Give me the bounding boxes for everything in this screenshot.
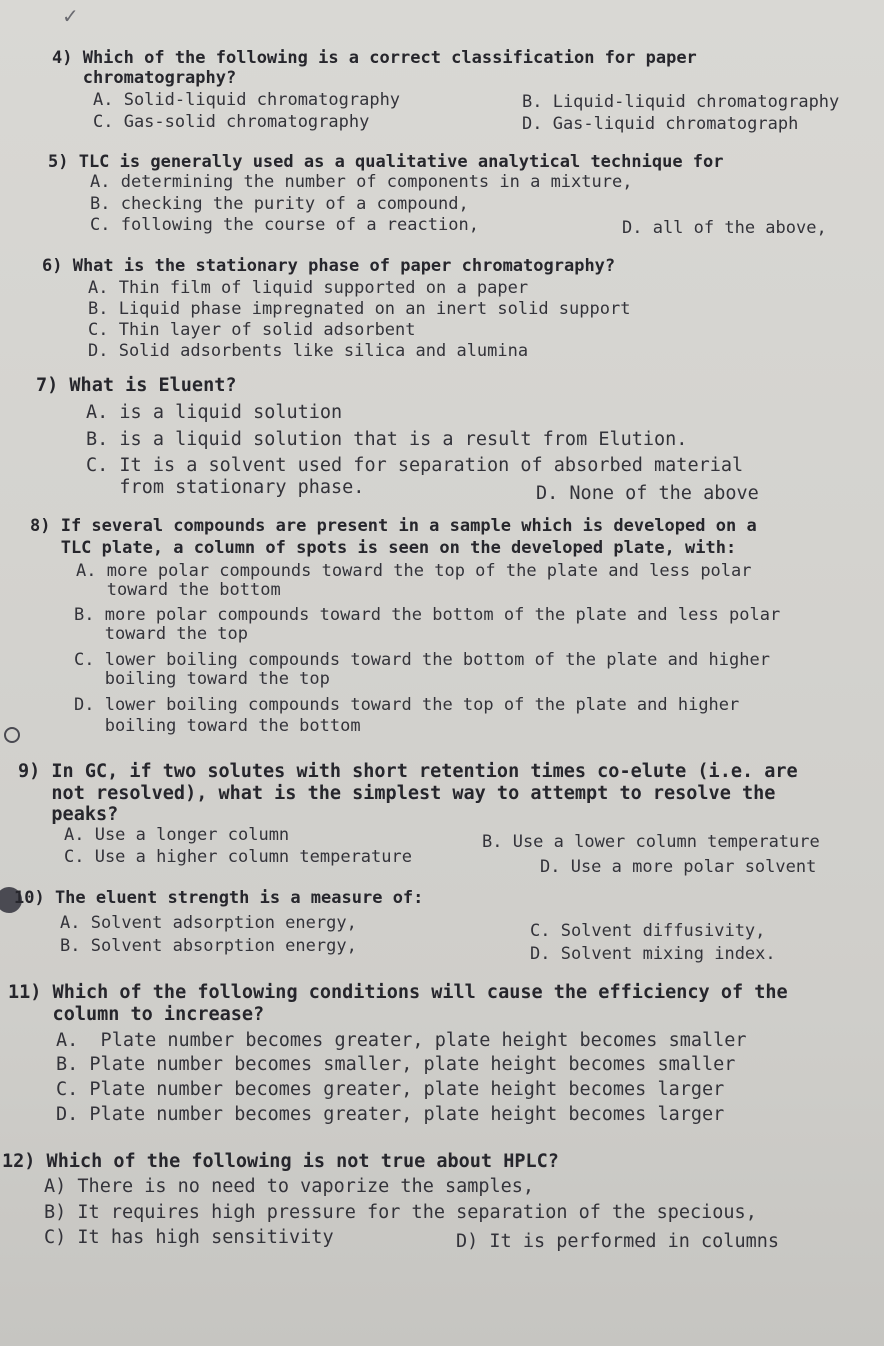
question-12-stem: 12) Which of the following is not true about HPLC? [2, 1151, 559, 1172]
question-10-stem: 10) The eluent strength is a measure of: [14, 888, 424, 908]
question-8-option-c-cont: boiling toward the top [74, 669, 330, 689]
question-7-option-b: B. is a liquid solution that is a result from Elution. [86, 429, 688, 450]
question-8-stem-line-2: TLC plate, a column of spots is seen on the developed plate, with: [30, 538, 737, 558]
question-4-option-d: D. Gas-liquid chromatograph [522, 114, 799, 134]
question-9-stem-line-1: 9) In GC, if two solutes with short retention times co-elute (i.e. are [18, 761, 798, 782]
question-11-option-b: B. Plate number becomes smaller, plate height becomes smaller [56, 1054, 736, 1075]
question-8-stem-line-1: 8) If several compounds are present in a sample which is developed on a [30, 516, 757, 536]
question-10-option-a: A. Solvent adsorption energy, [60, 913, 357, 933]
question-8-option-d-cont: boiling toward the bottom [74, 716, 361, 736]
question-11-option-c: C. Plate number becomes greater, plate height becomes larger [56, 1079, 725, 1100]
question-8-option-a: A. more polar compounds toward the top of the plate and less polar [76, 561, 752, 581]
pencil-check-mark: ✓ [62, 4, 79, 28]
question-4-option-a: A. Solid-liquid chromatography [93, 90, 401, 110]
question-8-option-b: B. more polar compounds toward the bottom of the plate and less polar [74, 605, 781, 625]
question-6-option-a: A. Thin film of liquid supported on a paper [88, 278, 529, 298]
pencil-circle-mark [4, 727, 20, 743]
question-4-stem-line-1: 4) Which of the following is a correct classification for paper [52, 48, 697, 68]
question-9-option-b: B. Use a lower column temperature [482, 832, 820, 852]
question-6-option-d: D. Solid adsorbents like silica and alumina [88, 341, 529, 361]
question-9-option-d: D. Use a more polar solvent [540, 857, 817, 877]
question-5-option-b: B. checking the purity of a compound, [90, 194, 469, 214]
question-9-stem-line-3: peaks? [18, 804, 119, 825]
question-6-option-b: B. Liquid phase impregnated on an inert solid support [88, 299, 631, 319]
question-12-option-c: C) It has high sensitivity [44, 1227, 334, 1248]
question-12-option-d: D) It is performed in columns [456, 1231, 780, 1252]
question-7-stem: 7) What is Eluent? [36, 375, 237, 396]
question-5-stem: 5) TLC is generally used as a qualitative analytical technique for [48, 152, 724, 172]
question-7-option-a: A. is a liquid solution [86, 402, 343, 423]
question-12-option-b: B) It requires high pressure for the separation of the specious, [44, 1202, 757, 1223]
question-4-option-c: C. Gas-solid chromatography [93, 112, 370, 132]
question-10-option-b: B. Solvent absorption energy, [60, 936, 357, 956]
question-5-option-c: C. following the course of a reaction, [90, 215, 479, 235]
question-6-stem: 6) What is the stationary phase of paper chromatography? [42, 256, 616, 276]
question-5-option-a: A. determining the number of components in a mixture, [90, 172, 633, 192]
question-11-stem-line-2: column to increase? [8, 1004, 265, 1025]
question-8-option-c: C. lower boiling compounds toward the bottom of the plate and higher [74, 650, 770, 670]
question-12-option-a: A) There is no need to vaporize the samples, [44, 1176, 535, 1197]
question-10-option-c: C. Solvent diffusivity, [530, 921, 766, 941]
question-4-option-b: B. Liquid-liquid chromatography [522, 92, 840, 112]
question-10-option-d: D. Solvent mixing index. [530, 944, 776, 964]
question-9-option-c: C. Use a higher column temperature [64, 847, 412, 867]
question-7-option-d: D. None of the above [536, 483, 759, 504]
question-8-option-a-cont: toward the bottom [76, 580, 281, 600]
question-8-option-d: D. lower boiling compounds toward the top of the plate and higher [74, 695, 740, 715]
question-7-option-c-cont: from stationary phase. [86, 477, 365, 498]
question-6-option-c: C. Thin layer of solid adsorbent [88, 320, 416, 340]
question-9-option-a: A. Use a longer column [64, 825, 290, 845]
question-4-stem-line-2: chromatography? [52, 68, 237, 88]
question-11-option-d: D. Plate number becomes greater, plate height becomes larger [56, 1104, 725, 1125]
question-5-option-d: D. all of the above, [622, 218, 827, 238]
question-11-option-a: A. Plate number becomes greater, plate height becomes smaller [56, 1030, 747, 1051]
question-9-stem-line-2: not resolved), what is the simplest way to attempt to resolve the [18, 783, 776, 804]
question-11-stem-line-1: 11) Which of the following conditions will cause the efficiency of the [8, 982, 788, 1003]
question-8-option-b-cont: toward the top [74, 624, 248, 644]
question-7-option-c: C. It is a solvent used for separation of absorbed material [86, 455, 744, 476]
